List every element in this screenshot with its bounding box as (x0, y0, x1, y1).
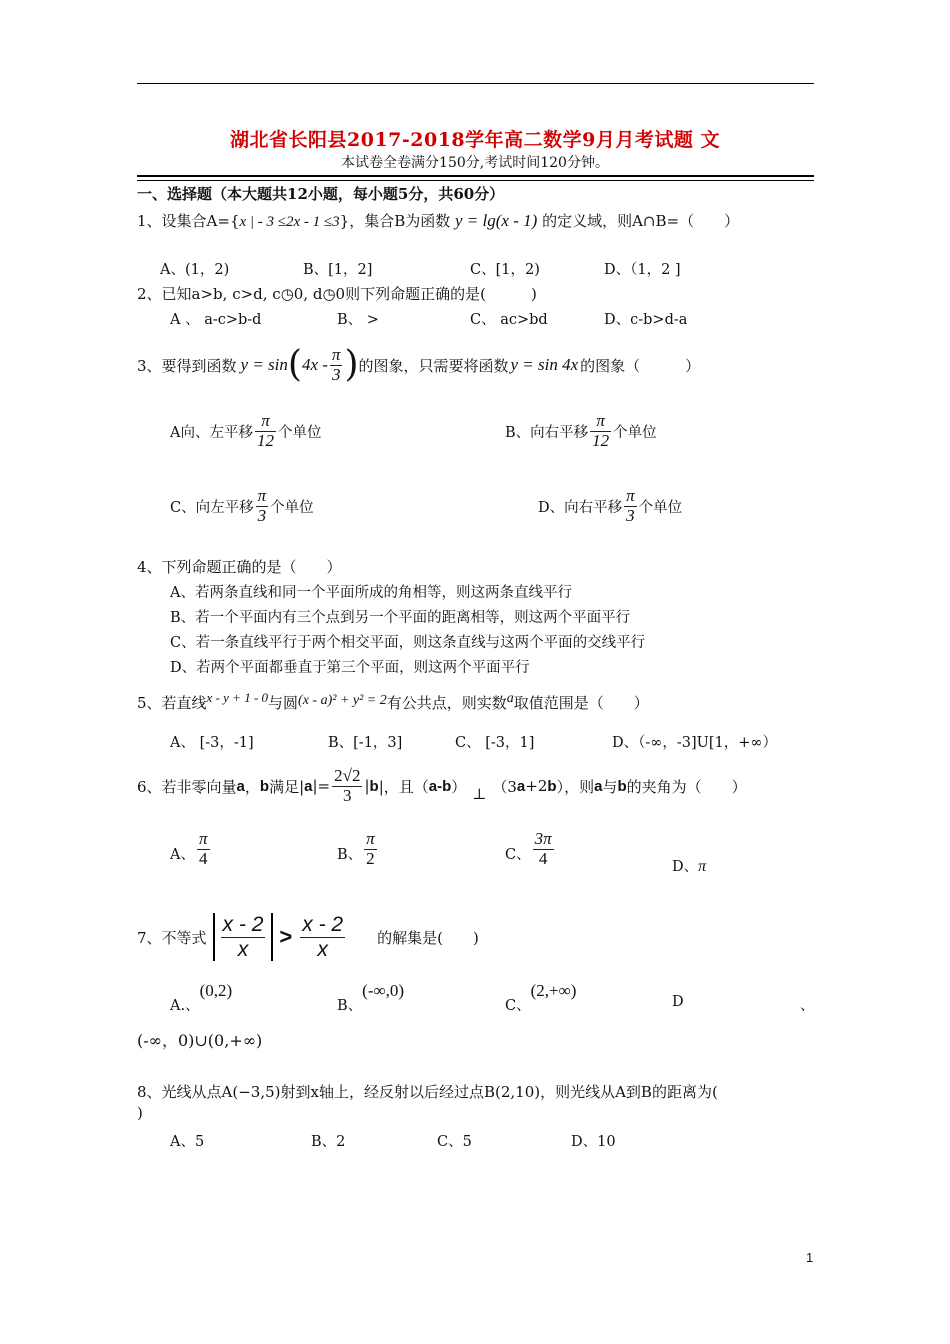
title-rule-thin (137, 180, 814, 181)
q1-option-d: D、（1，2 ] (604, 262, 681, 278)
q6-option-b: B、 $\frac{\pi}{2}$ (337, 829, 375, 868)
q6-option-a: A、 $\frac{\pi}{4}$ (170, 829, 208, 868)
absolute-value: $\frac{x - 2}{x}$ (213, 913, 274, 960)
circle-equation: (x - a)² + y² = 2 (298, 693, 387, 708)
question-7: 7、不等式 $\frac{x - 2}{x}$ > $\frac{x - 2}{x}$ 的解集是( ) (137, 913, 479, 961)
q7-option-b: B、(-∞,0) (337, 981, 405, 1014)
q8-option-d: D、10 (571, 1134, 616, 1150)
q5-option-a: A、 [-3，-1] (170, 735, 254, 751)
q4-option-b: B、若一个平面内有三个点到另一个平面的距离相等，则这两个平面平行 (170, 610, 631, 626)
q5-option-c: C、 [-3，1] (455, 735, 535, 751)
q3-option-b: B、向右平移 $\frac{\pi}{12}$ 个单位 (505, 411, 657, 450)
q2-option-a: A 、 a-c>b-d (170, 312, 262, 328)
question-8-line2: ) (137, 1104, 143, 1122)
q4-option-d: D、若两个平面都垂直于第三个平面，则这两个平面平行 (170, 660, 530, 676)
q3-option-c: C、向左平移 $\frac{\pi}{3}$ 个单位 (170, 486, 314, 525)
q1-option-a: A、(1，2) (160, 262, 230, 278)
question-2: 2、已知a>b, c>d, c◷0, d◷0则下列命题正确的是( ) (137, 285, 537, 303)
section-heading: 一、选择题（本大题共12小题，每小题5分，共60分） (137, 185, 505, 203)
q7-option-d-value: (-∞，0)∪(0,+∞) (137, 1031, 263, 1050)
set-expression: x | - 3 ≤2x - 1 ≤3 (239, 214, 340, 230)
function-expression: y = lg(x - 1) (455, 211, 538, 230)
right-paren: ) (344, 344, 359, 385)
q8-option-c: C、5 (437, 1134, 472, 1150)
pi-over-3: $\frac{\pi}{3}$ (331, 344, 341, 384)
q2-option-b: B、 > (337, 312, 379, 328)
q7-option-a: A.、(0,2) (170, 981, 233, 1014)
q8-option-b: B、2 (311, 1134, 346, 1150)
question-4: 4、下列命题正确的是（ ） (137, 558, 342, 576)
q1-option-b: B、[1，2] (303, 262, 373, 278)
perpendicular-symbol: ⊥ (472, 785, 487, 803)
q3-option-a: A向、左平移 $\frac{\pi}{12}$ 个单位 (170, 411, 322, 450)
page-number: 1 (806, 1250, 814, 1265)
q2-option-d: D、c-b>d-a (604, 312, 688, 328)
q7-option-d-separator: 、 (800, 998, 815, 1014)
q8-option-a: A、5 (170, 1134, 205, 1150)
q6-option-d: D、π (672, 858, 707, 875)
q6-option-c: C、 $\frac{3\pi}{4}$ (505, 829, 552, 868)
question-3: 3、要得到函数 y = sin ( 4x - $\frac{\pi}{3}$ ) 的图象，只需要将函数 y = sin 4x 的图象（ ） (137, 344, 701, 385)
question-6: 6、若非零向量 a ， b 满足| a |= $\frac{2√2}{3}$ | b |，且（ a-b ） ⊥ （3 a +2 b ），则 a 与 b 的夹角为（ ） (137, 765, 747, 805)
line-equation: x - y + 1 - 0 (206, 690, 269, 705)
q5-option-d: D、（-∞，-3]U[1，+∞） (612, 735, 777, 751)
document-title: 湖北省长阳县2017-2018学年高二数学9月月考试题 文 (230, 129, 720, 151)
left-paren: ( (287, 344, 302, 385)
document-subtitle: 本试卷全卷满分150分,考试时间120分钟。 (341, 155, 609, 171)
q4-option-a: A、若两条直线和同一个平面所成的角相等，则这两条直线平行 (170, 585, 572, 601)
q4-option-c: C、若一条直线平行于两个相交平面，则这条直线与这两个平面的交线平行 (170, 635, 646, 651)
q5-option-b: B、[-1，3] (328, 735, 403, 751)
question-1: 1、设集合A={x | - 3 ≤2x - 1 ≤3}，集合B为函数 y = lg(x - 1) 的定义域，则A∩B=（ ） (137, 211, 740, 230)
question-8-line1: 8、光线从点A(−3,5)射到x轴上，经反射以后经过点B(2,10)，则光线从A到B的距离为( (137, 1083, 718, 1101)
q1-option-c: C、[1，2) (470, 262, 540, 278)
q7-option-c: C、(2,+∞) (505, 981, 577, 1014)
question-5: 5、若直线x - y + 1 - 0与圆(x - a)² + y² = 2有公共点，则实数a取值范围是（ ） (137, 690, 649, 712)
q3-option-d: D、向右平移 $\frac{\pi}{3}$ 个单位 (538, 486, 683, 525)
title-rule-thick (137, 175, 814, 177)
q2-option-c: C、 ac>bd (470, 312, 548, 328)
q7-option-d: D (672, 994, 684, 1010)
two-root-two-over-three: $\frac{2√2}{3}$ (334, 765, 361, 805)
header-rule (137, 83, 814, 84)
